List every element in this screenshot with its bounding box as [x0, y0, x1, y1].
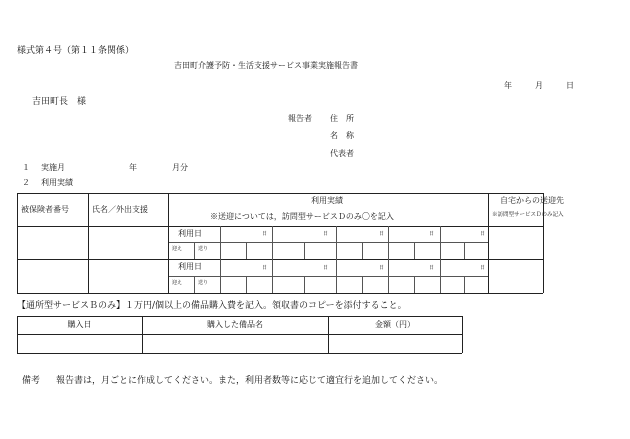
addressee: 吉田町長 様 — [32, 97, 87, 107]
reporter-label: 報告者 — [288, 114, 312, 123]
row1-day-4: 日 — [429, 231, 435, 237]
date-year-label: 年 — [504, 81, 512, 90]
section1-number: １ — [22, 163, 30, 172]
row1-use-date-label: 利用日 — [178, 229, 202, 238]
name-label: 名 称 — [330, 131, 354, 140]
remarks-text: 報告書は，月ごとに作成してください。また，利用者数等に応じて適宜行を追加してください。 — [56, 376, 444, 386]
row1-day-5: 日 — [480, 231, 486, 237]
representative-label: 代表者 — [330, 149, 354, 158]
form-number: 様式第４号（第１１条関係） — [17, 46, 135, 56]
row2-day-1: 日 — [262, 265, 268, 271]
row2-use-date-label: 利用日 — [178, 262, 202, 271]
col-pickup-title: 自宅からの送迎先 — [500, 196, 564, 205]
row2-day-5: 日 — [480, 265, 486, 271]
row2-day-3: 日 — [379, 265, 385, 271]
row2-day-2: 日 — [323, 265, 329, 271]
col-usage-note: ※送迎については，訪問型サービスＤのみ〇を記入 — [210, 212, 394, 221]
date-day-label: 日 — [566, 81, 574, 90]
col-usage-title: 利用実績 — [311, 196, 343, 205]
purchase-note: 【通所型サービスＢのみ】１万円/個以上の備品購入費を記入。領収書のコピーを添付すること。 — [17, 301, 407, 311]
section2-number: ２ — [22, 178, 30, 187]
col-purchase-amount: 金額（円） — [375, 320, 415, 329]
date-month-label: 月 — [535, 81, 543, 90]
row2-day-4: 日 — [429, 265, 435, 271]
row1-dropoff-label: 送り — [198, 246, 209, 252]
col-pickup-note: ※訪問型サービスＤのみ記入 — [492, 212, 564, 218]
section1-month: 月分 — [172, 163, 188, 172]
remarks-label: 備考 — [22, 376, 41, 386]
row2-pickup-label: 迎え — [172, 280, 183, 286]
row1-day-3: 日 — [379, 231, 385, 237]
col-purchase-item: 購入した備品名 — [207, 320, 263, 329]
col-insured-number: 被保険者番号 — [21, 205, 69, 214]
col-name-service: 氏名／外出支援 — [92, 205, 148, 214]
section1-label: 実施月 — [41, 163, 65, 172]
row1-pickup-label: 迎え — [172, 246, 183, 252]
address-label: 住 所 — [330, 114, 354, 123]
section2-label: 利用実績 — [41, 178, 73, 187]
row2-dropoff-label: 送り — [198, 280, 209, 286]
row1-day-2: 日 — [323, 231, 329, 237]
form-title: 吉田町介護予防・生活支援サービス事業実施報告書 — [174, 61, 358, 70]
col-purchase-date: 購入日 — [67, 320, 92, 329]
section1-year: 年 — [129, 163, 137, 172]
row1-day-1: 日 — [262, 231, 268, 237]
